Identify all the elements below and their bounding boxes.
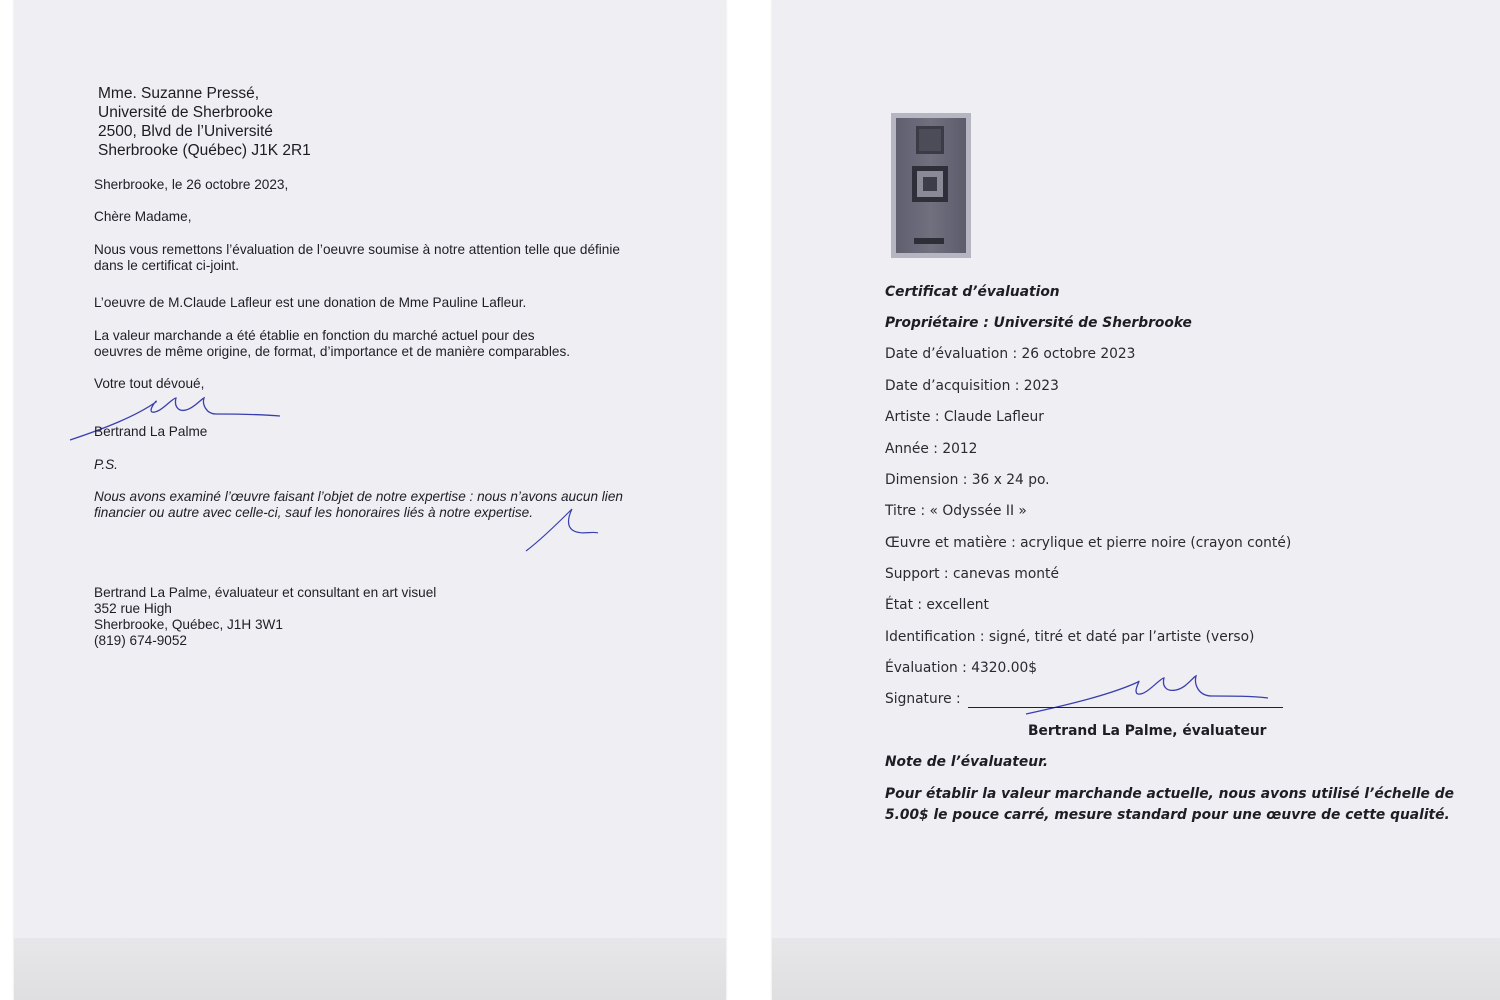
letter-para3-line2: oeuvres de même origine, de format, d’importance et de manière comparables. xyxy=(94,344,571,359)
letter-para1-line2: dans le certificat ci-joint. xyxy=(94,258,240,273)
cert-state: État : excellent xyxy=(885,597,989,613)
ps-line1: Nous avons examiné l’œuvre faisant l’objet de notre expertise : nous n’avons aucun lien xyxy=(94,489,623,504)
cert-title: Certificat d’évaluation xyxy=(885,284,1060,300)
footer-city: Sherbrooke, Québec, J1H 3W1 xyxy=(94,617,283,632)
letter-salutation: Chère Madame, xyxy=(94,209,192,224)
cert-medium: Œuvre et matière : acrylique et pierre noire (crayon conté) xyxy=(885,535,1292,551)
cert-note-line1: Pour établir la valeur marchande actuelle, nous avons utilisé l’échelle de xyxy=(885,786,1454,802)
letter-para3-line1: La valeur marchande a été établie en fonction du marché actuel pour des xyxy=(94,328,535,343)
letter-para1-line1: Nous vous remettons l’évaluation de l’oeuvre soumise à notre attention telle que définie xyxy=(94,242,620,257)
cert-note-line2: 5.00$ le pouce carré, mesure standard pour une œuvre de cette qualité. xyxy=(885,807,1450,823)
footer-street: 352 rue High xyxy=(94,601,172,616)
cert-acq-date: Date d’acquisition : 2023 xyxy=(885,378,1059,394)
cert-dimension: Dimension : 36 x 24 po. xyxy=(885,472,1050,488)
letter-signer: Bertrand La Palme xyxy=(94,424,208,439)
artwork-photo xyxy=(891,113,971,258)
letter-page xyxy=(14,0,726,1000)
certificate-page xyxy=(772,0,1500,1000)
ps-line2: financier ou autre avec celle-ci, sauf les honoraires liés à notre expertise. xyxy=(94,505,534,520)
cert-note-title: Note de l’évaluateur. xyxy=(885,754,1049,770)
cert-work-title: Titre : « Odyssée II » xyxy=(885,503,1027,519)
cert-identification: Identification : signé, titré et daté par l’artiste (verso) xyxy=(885,629,1255,645)
recipient-street: 2500, Blvd de l’Université xyxy=(98,123,273,140)
signature-line xyxy=(968,707,1283,708)
letter-closing: Votre tout dévoué, xyxy=(94,376,205,391)
initials-mark xyxy=(522,505,602,555)
cert-handwritten-signature xyxy=(1022,670,1272,716)
letter-para2: L’oeuvre de M.Claude Lafleur est une donation de Mme Pauline Lafleur. xyxy=(94,295,527,310)
cert-eval-date: Date d’évaluation : 26 octobre 2023 xyxy=(885,346,1136,362)
cert-owner: Propriétaire : Université de Sherbrooke xyxy=(885,315,1192,331)
cert-evaluation: Évaluation : 4320.00$ xyxy=(885,660,1038,676)
scan-edge xyxy=(772,938,1500,1000)
scan-edge xyxy=(14,938,726,1000)
cert-artist: Artiste : Claude Lafleur xyxy=(885,409,1044,425)
footer-phone: (819) 674-9052 xyxy=(94,633,187,648)
cert-support: Support : canevas monté xyxy=(885,566,1059,582)
recipient-city: Sherbrooke (Québec) J1K 2R1 xyxy=(98,142,311,159)
ps-label: P.S. xyxy=(94,457,118,472)
recipient-institution: Université de Sherbrooke xyxy=(98,104,273,121)
cert-year: Année : 2012 xyxy=(885,441,978,457)
artwork-image xyxy=(896,118,966,253)
cert-signature-label: Signature : xyxy=(885,691,961,707)
letter-date: Sherbrooke, le 26 octobre 2023, xyxy=(94,177,289,192)
cert-evaluator: Bertrand La Palme, évaluateur xyxy=(1028,723,1267,739)
recipient-name: Mme. Suzanne Pressé, xyxy=(98,85,260,102)
footer-name-title: Bertrand La Palme, évaluateur et consultant en art visuel xyxy=(94,585,437,600)
